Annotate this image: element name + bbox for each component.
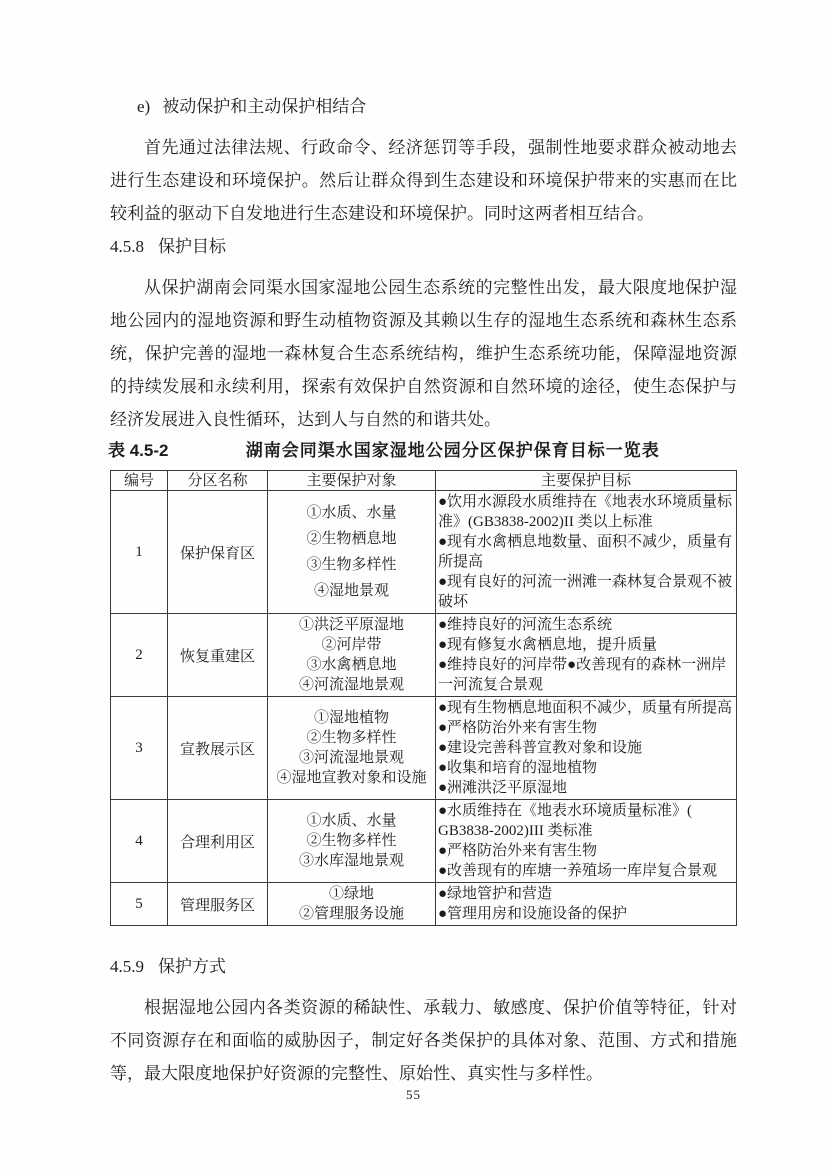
cell-zone-name: 宣教展示区 [168, 697, 268, 800]
section-title: 保护目标 [158, 237, 226, 256]
cell-zone-name: 恢复重建区 [168, 614, 268, 697]
protection-goal-item: ●管理用房和设施设备的保护 [438, 906, 628, 922]
column-header-3: 主要保护对象 [268, 471, 436, 491]
protection-goal-item: ●严格防治外来有害生物 [438, 720, 598, 736]
section-number: 4.5.9 [110, 957, 144, 976]
cell-protection-goals [436, 800, 737, 883]
table-row-zone-4 [111, 800, 737, 883]
cell-protection-goals [436, 697, 737, 800]
protection-object-item: ①水质、水量 [306, 505, 397, 521]
cell-zone-name: 保护保育区 [168, 491, 268, 614]
cell-id: 3 [111, 697, 168, 800]
protection-object-item: ②河岸带 [321, 637, 382, 653]
protection-object-item: ③生物多样性 [306, 557, 397, 573]
table-title: 湖南会同渠水国家湿地公园分区保护保育目标一览表 [245, 441, 660, 460]
protection-object-item: ③水库湿地景观 [298, 853, 404, 869]
list-item-e-marker: e) [137, 97, 151, 116]
column-header-4: 主要保护目标 [436, 471, 737, 491]
cell-zone-name: 管理服务区 [168, 883, 268, 926]
column-header-2: 分区名称 [168, 471, 268, 491]
cell-id: 5 [111, 883, 168, 926]
protection-goal-item: ●绿地管护和营造 [438, 886, 553, 902]
protection-goal-item: ●现有修复水禽栖息地，提升质量 [438, 637, 658, 653]
cell-protection-objects [268, 614, 436, 697]
table-label: 表 4.5-2 [108, 441, 169, 460]
protection-goal-item: ●水质维持在《地表水环境质量标准》( GB3838-2002)III 类标准 [438, 803, 693, 839]
paragraph-protection-method: 根据湿地公园内各类资源的稀缺性、承载力、敏感度、保护价值等特征，针对不同资源存在和面临的威胁因子，制定好各类保护的具体对象、范围、方式和措施等，最大限度地保护好资源的完整性、原始性、真实性与多样性。 [110, 998, 737, 1083]
zoning-protection-table [110, 470, 737, 926]
cell-protection-goals [436, 883, 737, 926]
protection-goal-item: ●收集和培育的湿地植物 [438, 760, 598, 776]
cell-protection-objects [268, 491, 436, 614]
protection-object-item: ①绿地 [328, 886, 374, 902]
cell-id: 1 [111, 491, 168, 614]
protection-goal-item: ●现有生物栖息地面积不减少，质量有所提高 [438, 700, 733, 716]
cell-protection-objects [268, 800, 436, 883]
section-title: 保护方式 [158, 957, 226, 976]
protection-object-item: ④湿地景观 [313, 583, 389, 599]
protection-goal-item: ●饮用水源段水质维持在《地表水环境质量标准》(GB3838-2002)II 类以上标准 [438, 494, 733, 530]
table-header-row [111, 471, 737, 491]
cell-protection-goals [436, 491, 737, 614]
table-row-zone-5 [111, 883, 737, 926]
protection-object-item: ②管理服务设施 [298, 906, 404, 922]
cell-protection-objects [268, 697, 436, 800]
protection-goal-item: ●维持良好的河岸带●改善现有的森林一洲岸一河流复合景观 [438, 657, 727, 693]
table-row-zone-1 [111, 491, 737, 614]
table-caption [110, 439, 737, 463]
list-item-e [110, 90, 737, 123]
protection-object-item: ③河流湿地景观 [298, 750, 404, 766]
paragraph-passive-active: 首先通过法律法规、行政命令、经济惩罚等手段，强制性地要求群众被动地去进行生态建设和环境保护。然后让群众得到生态建设和环境保护带来的实惠而在比较利益的驱动下自发地进行生态建设和环境保护。同时这两者相互结合。 [110, 138, 737, 223]
protection-object-item: ③水禽栖息地 [306, 657, 397, 673]
section-number: 4.5.8 [110, 237, 144, 256]
table-row-zone-3 [111, 697, 737, 800]
protection-goal-item: ●改善现有的库塘一养殖场一库岸复合景观 [438, 863, 718, 879]
protection-object-item: ④湿地宣教对象和设施 [276, 770, 427, 786]
cell-id: 4 [111, 800, 168, 883]
cell-protection-goals [436, 614, 737, 697]
table-row-zone-2 [111, 614, 737, 697]
protection-object-item: ①水质、水量 [306, 813, 397, 829]
list-item-e-text: 被动保护和主动保护相结合 [162, 97, 367, 116]
cell-zone-name: 合理利用区 [168, 800, 268, 883]
section-heading-4-5-8 [110, 230, 737, 263]
protection-object-item: ②生物多样性 [306, 730, 397, 746]
table-body [111, 491, 737, 926]
protection-goal-item: ●严格防治外来有害生物 [438, 843, 598, 859]
protection-object-item: ②生物多样性 [306, 833, 397, 849]
cell-protection-objects [268, 883, 436, 926]
cell-id: 2 [111, 614, 168, 697]
protection-goal-item: ●现有良好的河流一洲滩一森林复合景观不被破坏 [438, 574, 733, 610]
protection-object-item: ①洪泛平原湿地 [298, 617, 404, 633]
section-heading-4-5-9 [110, 950, 737, 983]
page-number: 55 [406, 1087, 421, 1102]
protection-goal-item: ●洲滩洪泛平原湿地 [438, 780, 568, 796]
protection-goal-item: ●维持良好的河流生态系统 [438, 617, 613, 633]
spacer [110, 926, 737, 950]
protection-goal-item: ●现有水禽栖息地数量、面积不减少，质量有所提高 [438, 534, 733, 570]
protection-object-item: ④河流湿地景观 [298, 677, 404, 693]
paragraph-protection-goal: 从保护湖南会同渠水国家湿地公园生态系统的完整性出发，最大限度地保护湿地公园内的湿地资源和野生动植物资源及其赖以生存的湿地生态系统和森林生态系统，保护完善的湿地一森林复合生态系统结构，维护生态系统功能，保障湿地资源的持续发展和永续利用，探索有效保护自然资源和自然环境的途径，使生态保护与经济发展进入良性循环，达到人与自然的和谐共处。 [110, 278, 737, 429]
column-header-1: 编号 [111, 471, 168, 491]
protection-object-item: ①湿地植物 [313, 710, 389, 726]
protection-object-item: ②生物栖息地 [306, 531, 397, 547]
protection-goal-item: ●建设完善科普宣教对象和设施 [438, 740, 643, 756]
